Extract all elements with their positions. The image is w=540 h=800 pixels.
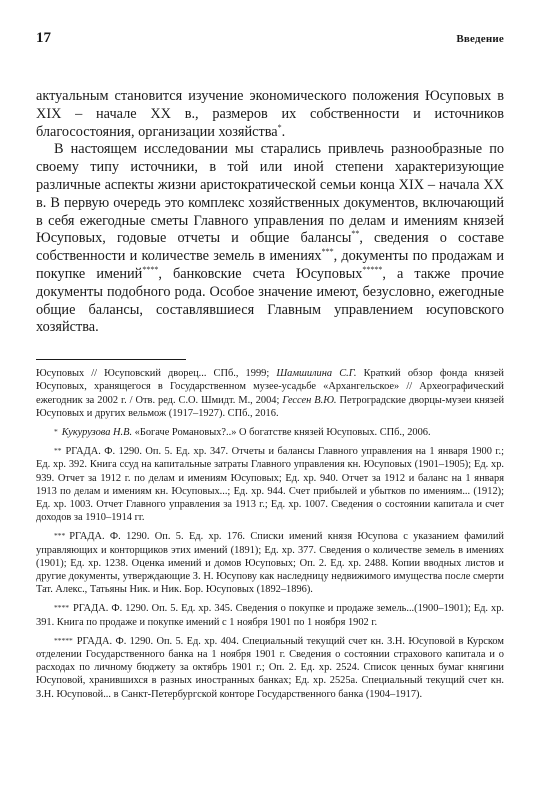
paragraph-2 bbox=[36, 141, 504, 337]
footnote-5 bbox=[36, 635, 504, 701]
book-page bbox=[36, 30, 504, 707]
footnote-text: РГАДА. Ф. 1290. Оп. 5. Ед. хр. 345. Сведения о покупке и продаже земель...(1900–1901); Ед. хр. 391. Книга по продаже и покупке имений с 1 ноября 1901 по 1 ноября 1902 г. bbox=[36, 603, 504, 628]
footnote-ref: **** bbox=[142, 265, 159, 275]
footnote-text: Петроградские дворцы-музеи князей Юсуповых и других вельмож (1917–1927). СПб., 2016. bbox=[36, 394, 505, 419]
paragraph-2-text-e: , а также прочие документы подобного рода. Особое значение имеют, безусловно, ежегодные общие балансы, составлявшиеся Главным управлением юсуповского хозяйства. bbox=[36, 265, 504, 336]
paragraph-1-end: . bbox=[281, 123, 286, 140]
footnote-author: Шамшилина С.Г. bbox=[276, 368, 357, 380]
footnote-continuation bbox=[36, 367, 504, 420]
footnote-ref: *** bbox=[321, 247, 334, 257]
footnote-marker: **** bbox=[54, 603, 69, 613]
footnote-text: Юсуповых // Юсуповский дворец... СПб., 1999; bbox=[36, 368, 277, 380]
footnote-text: «Богаче Романовых?..» О богатстве князей Юсуповых. СПб., 2006. bbox=[132, 426, 431, 438]
footnote-marker: ** bbox=[54, 446, 62, 456]
footnote-text: РГАДА. Ф. 1290. Оп. 5. Ед. хр. 404. Специальный текущий счет кн. З.Н. Юсуповой в Курском отделении Государственного банка на 1 ноября 1901 г. Сведения о состоянии страхового капитала и о расходах по личному бюджету за октябрь 1901 г.; Оп. 2. Ед. хр. 2524. Список ценных бумаг княгини Юсуповой, хранившихся в разных иностранных банках; Ед. хр. 2525а. Специальный текущий счет кн. З.Н. Юсуповой... в Санкт-Петербургской конторе Государственного банка (1904–1917). bbox=[36, 635, 504, 700]
paragraph-2-text-d: , банковские счета Юсуповых bbox=[158, 265, 363, 282]
footnote-marker: * bbox=[54, 426, 58, 436]
footnote-text: Краткий обзор фонда князей Юсуповых, хранящегося в Государственном музее-усадьбе «Архангельское» // Археографический ежегодник за 2002 г. / Отв. ред. С.О. Шмидт. М., 2004; bbox=[36, 368, 504, 406]
footnote-author: Гессен В.Ю. bbox=[282, 394, 337, 406]
page-number: 17 bbox=[36, 30, 51, 46]
footnote-text: РГАДА. Ф. 1290. Оп. 5. Ед. хр. 176. Списки имений князя Юсупова с указанием фамилий управляющих и конторщиков этих имений (1891); Ед. хр. 377. Сведения о количестве земель в имениях (1901); Ед. хр. 1238. Оценка имений и домов Юсуповых; Оп. 2. Ед. хр. 2488. Копии вводных листов и другие документы, утверждающие З. Н. Юсупову как наследницу недвижимого имущества после смерти Тат. Алекс., Татьяны Ник. и Ник. Бор. Юсуповых (1892–1896). bbox=[36, 531, 504, 596]
footnote-divider bbox=[36, 359, 186, 360]
footnote-ref: ***** bbox=[362, 265, 383, 275]
paragraph-2-text-c: , документы по продажам и покупке имений bbox=[36, 248, 504, 282]
page-header bbox=[36, 30, 504, 52]
running-head: Введение bbox=[456, 33, 504, 45]
footnote-ref: ** bbox=[351, 229, 360, 239]
footnote-4 bbox=[36, 602, 504, 628]
footnote-ref: * bbox=[277, 122, 282, 132]
footnote-1 bbox=[36, 426, 504, 439]
paragraph-1 bbox=[36, 88, 504, 141]
main-text bbox=[36, 88, 504, 337]
footnotes bbox=[36, 367, 504, 701]
footnote-author: Кукурузова Н.В. bbox=[61, 426, 133, 438]
footnote-marker: *** bbox=[54, 531, 66, 541]
paragraph-1-text: актуальным становится изучение экономического положения Юсуповых в XIX – начале XX в., размеров их собственности и источников благосостояния, организации хозяйства bbox=[36, 88, 504, 140]
paragraph-2-text-b: , сведения о составе собственности и количестве земель в имениях bbox=[36, 230, 505, 265]
paragraph-2-text-a: В настоящем исследовании мы старались привлечь разнообразные по своему типу источники, в той или иной степени характеризующие различные аспекты жизни аристократической семьи конца XIX – начала XX в. В первую очередь это комплекс хозяйственных документов, включающий в себя ежегодные сметы Главного управления по делам и имениям князей Юсуповых, годовые отчеты и общие балансы bbox=[36, 141, 504, 247]
footnote-2 bbox=[36, 445, 504, 524]
footnote-marker: ***** bbox=[54, 635, 73, 645]
footnote-text: РГАДА. Ф. 1290. Оп. 5. Ед. хр. 347. Отчеты и балансы Главного управления на 1 января 1900 г.; Ед. хр. 392. Книга ссуд на капитальные затраты Главного управления кн. Юсуповых (1901–1905); Ед. хр. 939. Отчет за 1912 г. по делам и имениям Юсуповых; Ед. хр. 940. Отчет за 1912 и баланс на 1 января 1913 по делам и имениям кн. Юсуповых...; Ед. хр. 944. Счет прибылей и убытков по имениям... (1912); Ед. хр. 1003. Отчет Главного управления за 1913 г.; Ед. хр. 1007. Сведения о состоянии капитала и счет доходов за 1910–1914 гг. bbox=[36, 446, 504, 524]
footnote-3 bbox=[36, 530, 504, 596]
